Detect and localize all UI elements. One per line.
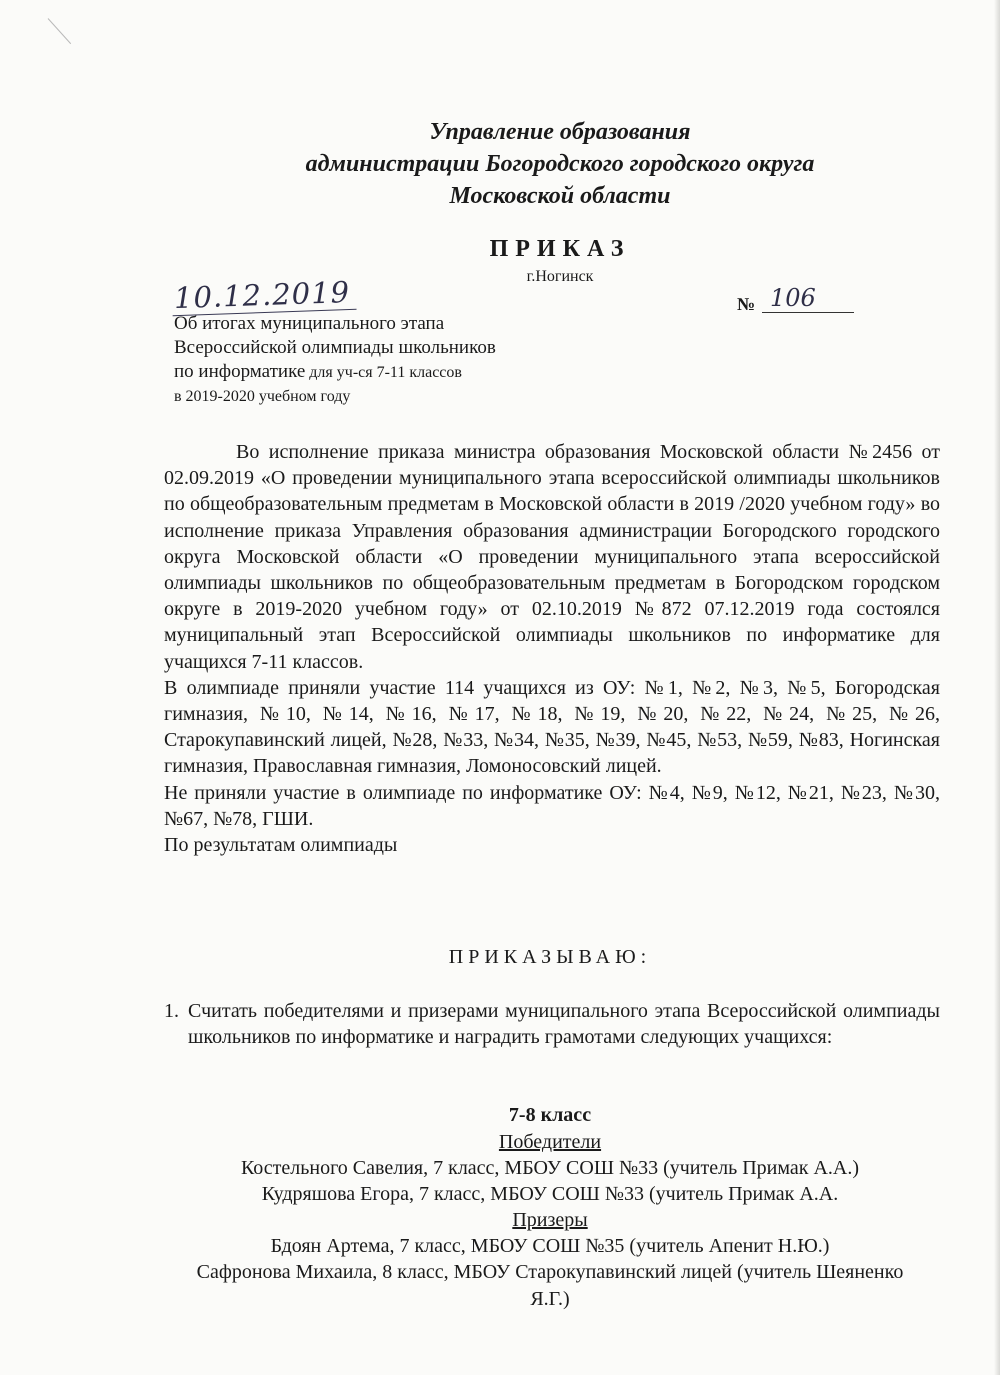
prizewinner-entry: Сафронова Михаила, 8 класс, МБОУ Старокупавинский лицей (учитель Шеяненко Я.Г.) [196, 1261, 904, 1310]
winner-entry: Кудряшова Егора, 7 класс, МБОУ СОШ №33 (учитель Примак А.А. [261, 1183, 839, 1206]
subject-line-3b: для уч-ся 7-11 классов [305, 364, 462, 381]
city-label: г.Ногинск [526, 268, 594, 285]
subject-line-1: Об итогах муниципального этапа [174, 313, 445, 334]
prizewinner-entry: Бдоян Артема, 7 класс, МБОУ СОШ №35 (учитель Апенит Н.Ю.) [270, 1235, 830, 1258]
winner-entry: Костельного Савелия, 7 класс, МБОУ СОШ №33 (учитель Примак А.А.) [240, 1157, 860, 1180]
subject-block [174, 312, 594, 409]
document-title: ПРИКАЗ [489, 236, 631, 262]
scan-artifact-line [48, 18, 71, 44]
handwritten-number: 106 [762, 284, 854, 313]
prizewinners-section [180, 1207, 920, 1312]
body-paragraph-1: Во исполнение приказа министра образования Московской области №2456 от 02.09.2019 «О проведении муниципального этапа всероссийской олимпиады школьников по общеобразовательным предметам в Московской области в 2019 /2020 учебном году» во исполнение приказа Управления образования администрации Богородского городского округа Московской области «О проведении муниципального этапа всероссийской олимпиады школьников по общеобразовательным предметам в Богородском городском округе в 2019-2020 учебном году» от 02.10.2019 №872 07.12.2019 года состоялся муниципальный этап Всероссийской олимпиады школьников по информатике для учащихся 7-11 классов. [164, 441, 940, 673]
body-paragraph-3: Не приняли участие в олимпиаде по информатике ОУ: №4, №9, №12, №21, №23, №30, №67, №78, ГШИ. [164, 781, 940, 830]
winners-heading: Победители [498, 1131, 602, 1153]
subject-line-4: в 2019-2020 учебном году [174, 388, 351, 405]
subject-line-3 [174, 360, 594, 385]
order-heading: ПРИКАЗЫВАЮ: [448, 946, 652, 968]
header-line-3: Московской области [449, 183, 671, 209]
body-paragraph-2: В олимпиаде приняли участие 114 учащихся из ОУ: №1, №2, №3, №5, Богородская гимназия, №10, №14, №16, №17, №18, №19, №20, №22, №24, №25, №26, Старокупавинский лицей, №28, №33, №34, №35, №39, №45, №53, №59, №83, Ногинская гимназия, Православная гимназия, Ломоносовский лицей. [164, 676, 940, 778]
handwritten-date: 10.12.2019 [171, 275, 356, 316]
body-paragraph-4: По результатам олимпиады [164, 834, 398, 857]
header-line-1: Управление образования [429, 119, 691, 145]
grade-heading: 7-8 класс [508, 1104, 592, 1126]
prizewinners-heading: Призеры [512, 1209, 588, 1231]
organization-header [160, 116, 960, 212]
number-label: № [737, 294, 756, 314]
winners-section [180, 1129, 920, 1208]
order-item-1-number: 1. [164, 1000, 179, 1022]
order-item-1-text: Считать победителями и призерами муниципального этапа Всероссийской олимпиады школьников по информатике и наградить грамотами следующих учащихся: [188, 1000, 940, 1049]
scan-edge-shadow [994, 0, 1000, 1375]
subject-line-2: Всероссийской олимпиады школьников [174, 337, 496, 358]
order-item-1 [164, 998, 940, 1050]
header-line-2: администрации Богородского городского округа [305, 151, 815, 177]
subject-line-3a: по информатике [174, 361, 306, 382]
body-text [164, 439, 940, 858]
